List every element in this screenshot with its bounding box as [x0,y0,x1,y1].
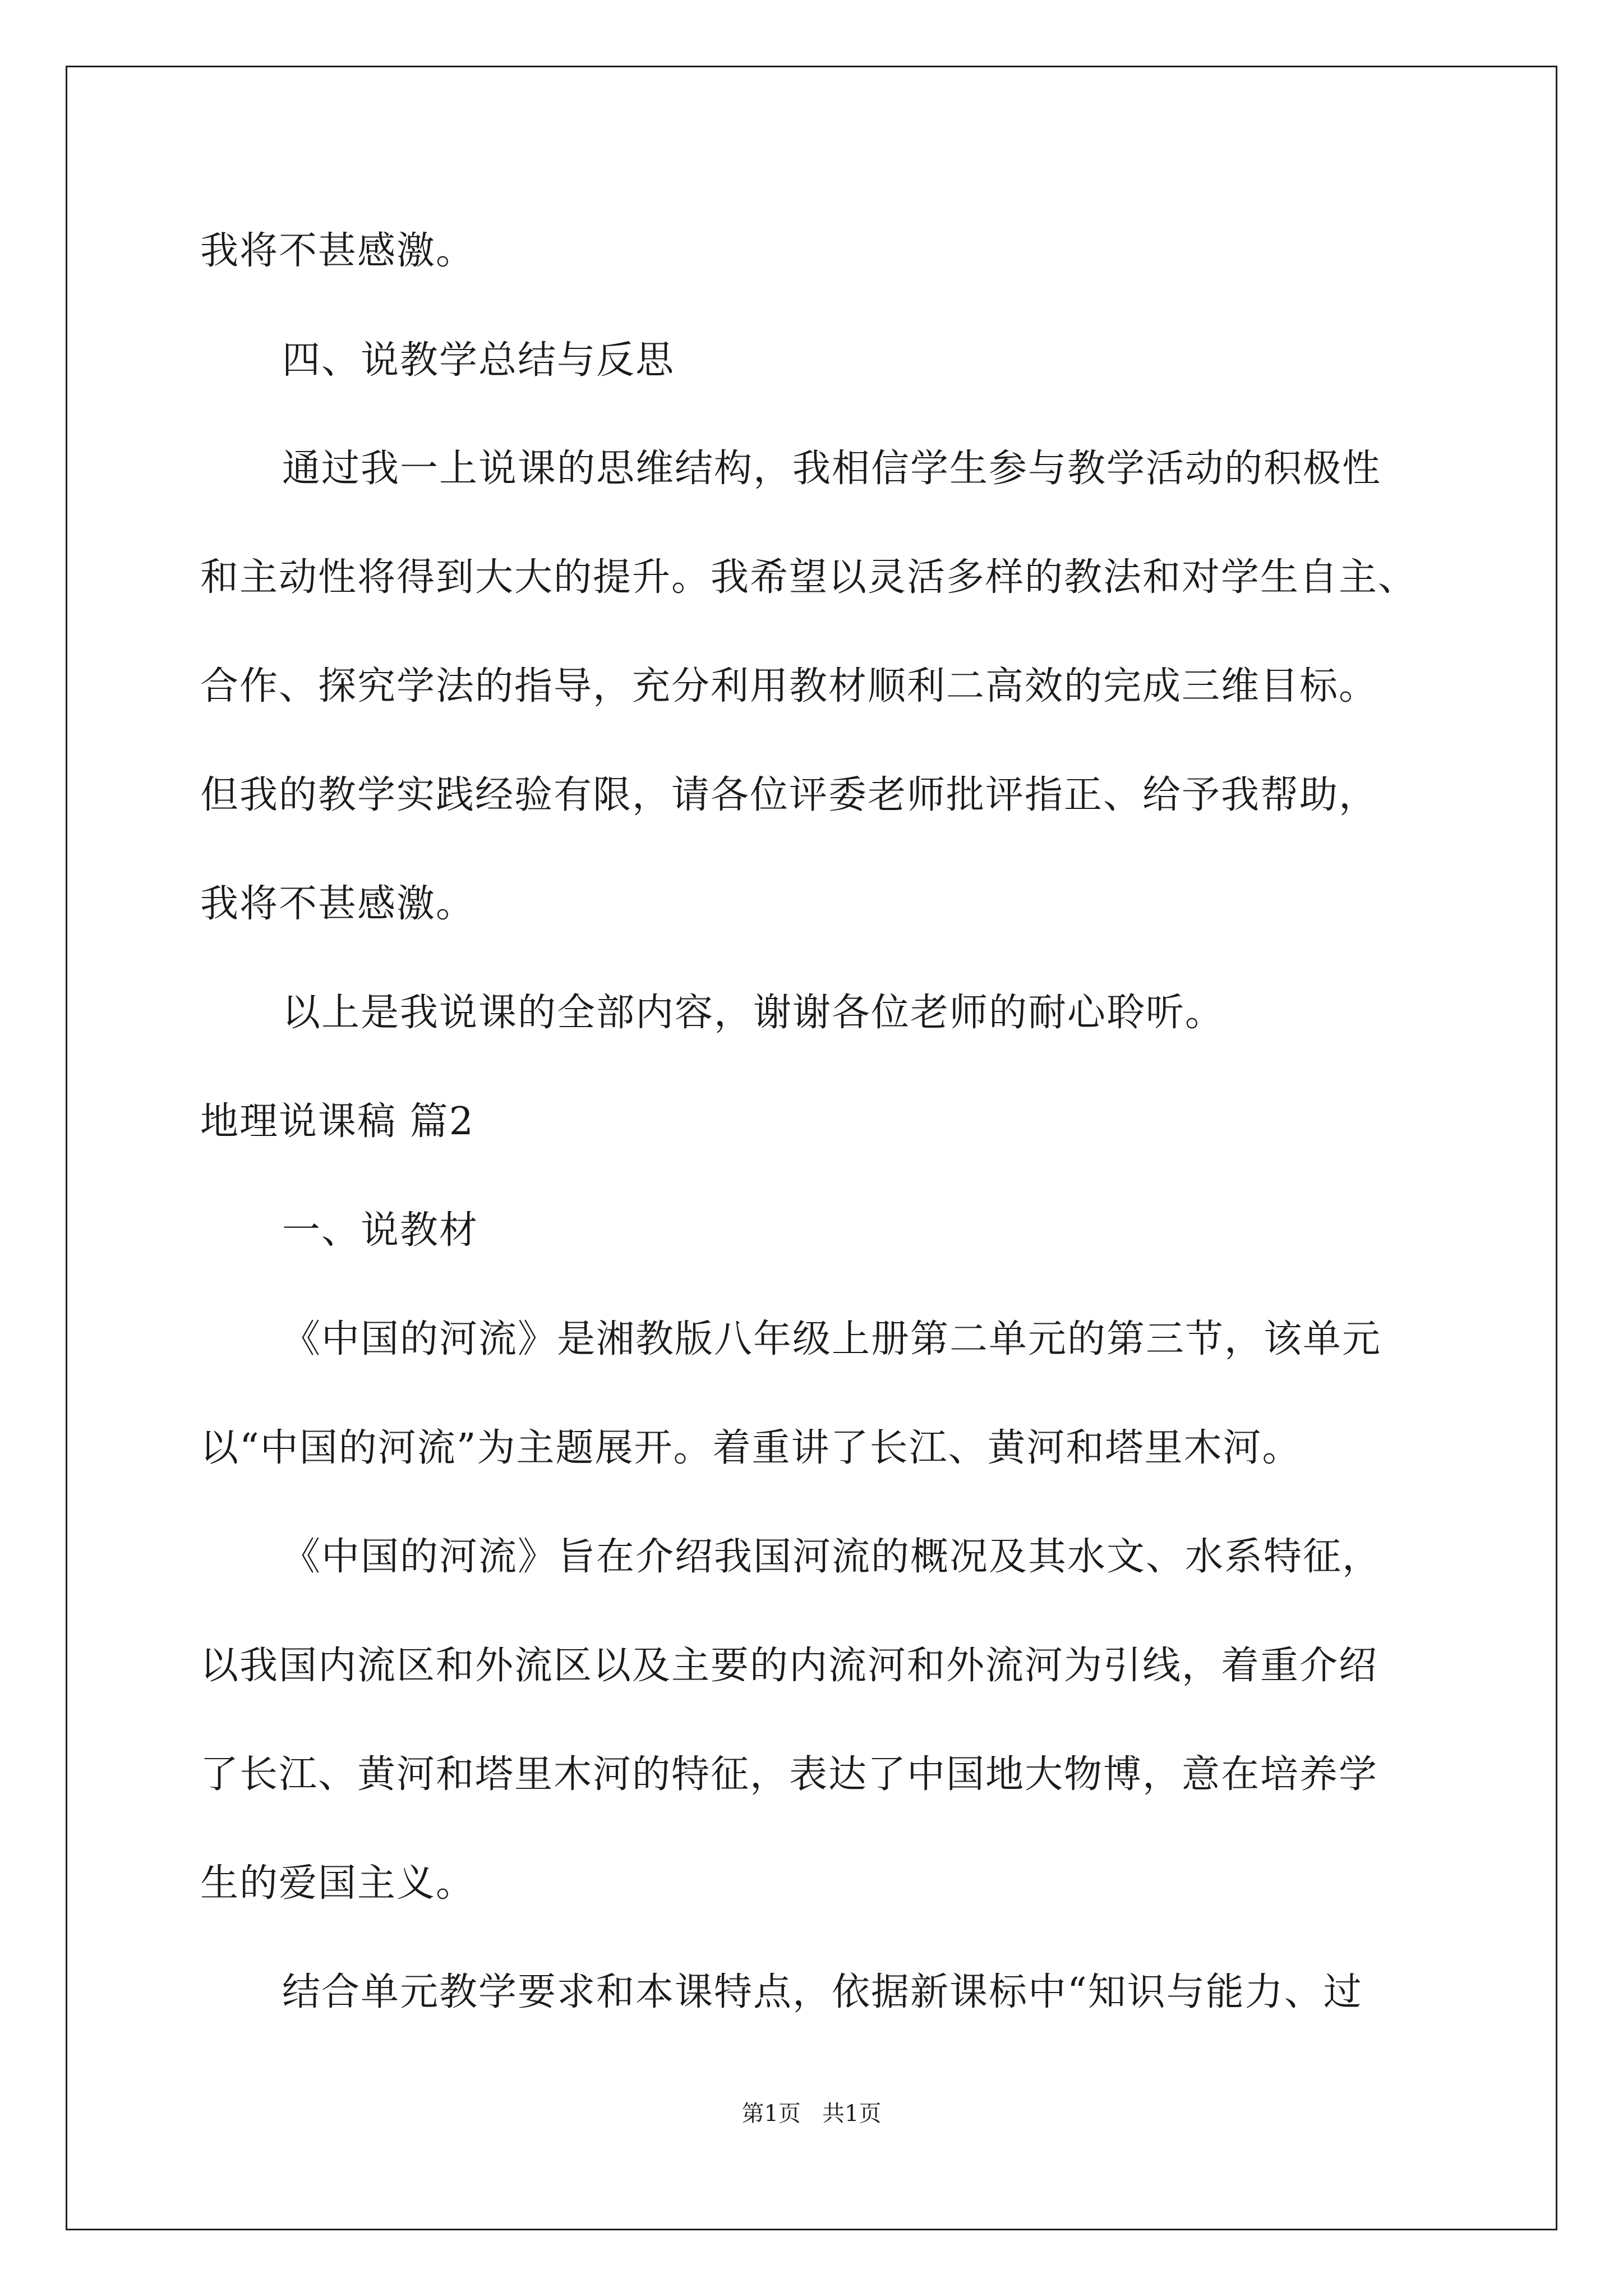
paragraph-line: 以“中国的河流”为主题展开。着重讲了长江、黄河和塔里木河。 [200,1426,1302,1470]
paragraph-line: 《中国的河流》旨在介绍我国河流的概况及其水文、水系特征， [282,1535,1382,1579]
paragraph-line: 但我的教学实践经验有限，请各位评委老师批评指正、给予我帮助， [200,773,1378,817]
paragraph-line: 通过我一上说课的思维结构，我相信学生参与教学活动的积极性 [282,447,1382,491]
paragraph-line: 结合单元教学要求和本课特点，依据新课标中“知识与能力、过 [282,1970,1363,2014]
page-footer: 第1页 共1页 [741,2101,882,2127]
paragraph-line: 我将不甚感激。 [200,882,476,926]
paragraph-line: 合作、探究学法的指导，充分利用教材顺利二高效的完成三维目标。 [200,664,1378,708]
section-heading: 四、说教学总结与反思 [282,338,675,383]
paragraph-line: 《中国的河流》是湘教版八年级上册第二单元的第三节，该单元 [282,1317,1382,1361]
body-line: 我将不甚感激。 [200,229,476,273]
paragraph-line: 以上是我说课的全部内容，谢谢各位老师的耐心聆听。 [282,991,1225,1035]
section-heading: 一、说教材 [282,1208,479,1253]
paragraph-line: 和主动性将得到大大的提升。我希望以灵活多样的教法和对学生自主、 [200,555,1418,600]
paragraph-line: 了长江、黄河和塔里木河的特征，表达了中国地大物博，意在培养学 [200,1752,1378,1797]
article-title: 地理说课稿 篇2 [200,1099,474,1144]
paragraph-line: 生的爱国主义。 [200,1861,476,1906]
paragraph-line: 以我国内流区和外流区以及主要的内流河和外流河为引线，着重介绍 [200,1644,1378,1688]
